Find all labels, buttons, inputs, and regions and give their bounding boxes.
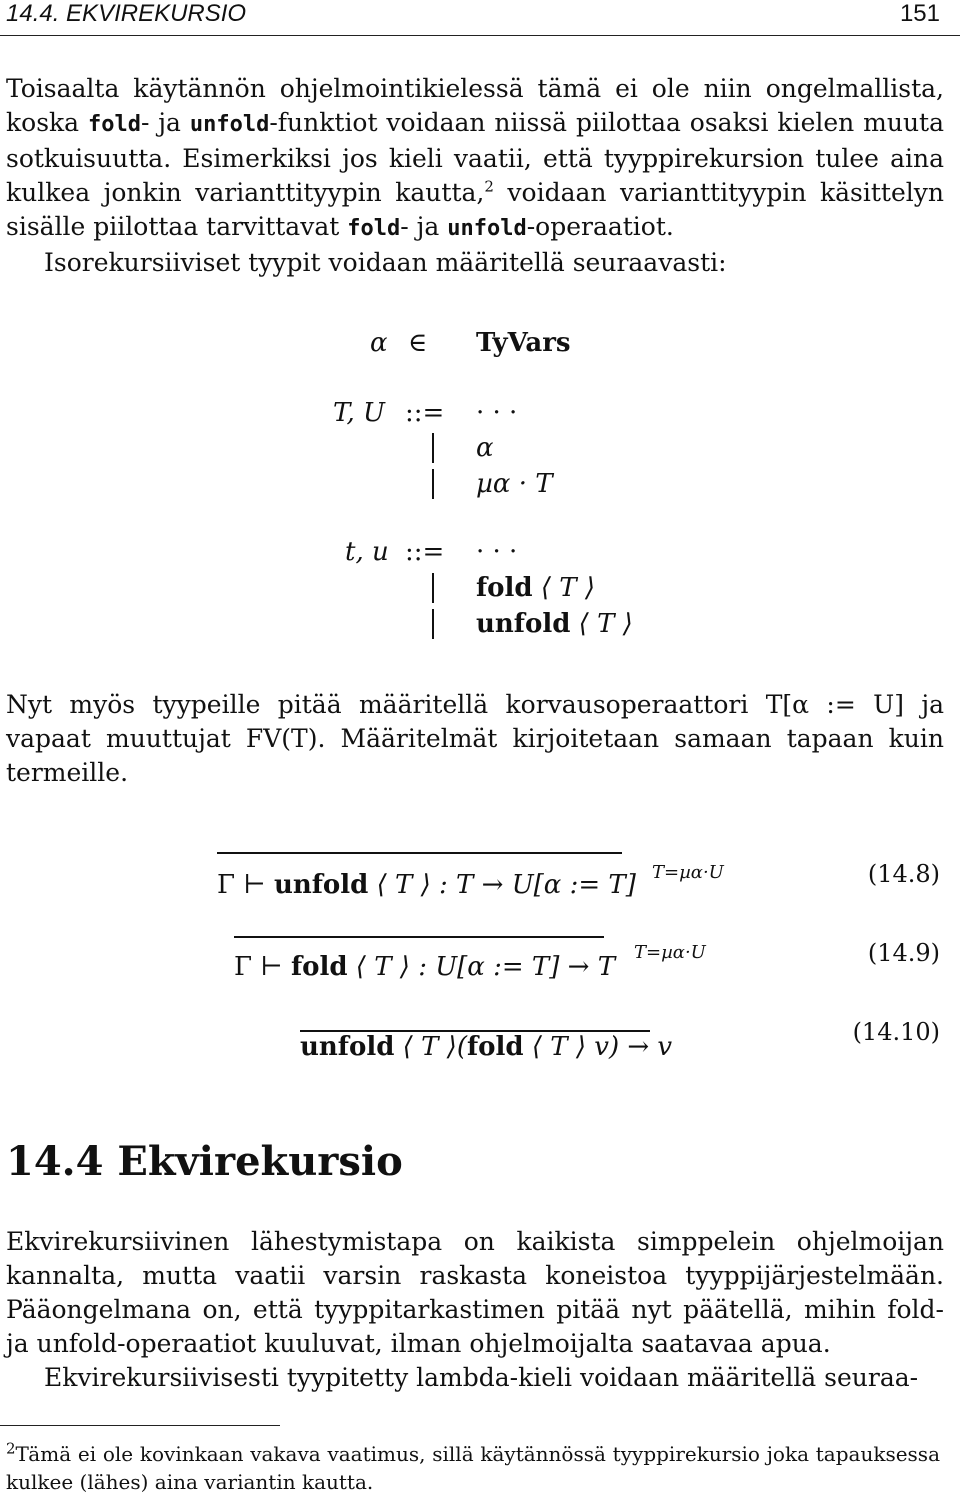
p1-text-f: -operaatiot. — [526, 212, 674, 241]
footnote-number: 2 — [6, 1439, 16, 1458]
p3-text-b: Ekvirekursiivisesti tyypitetty lambda-kieli voidaan määritellä seuraa- — [44, 1363, 919, 1392]
equation-number-14-9: (14.9) — [867, 939, 940, 967]
rule-fold-conclusion: Γ ⊢ fold ⟨ T ⟩ : U[α := T] → T — [234, 952, 616, 982]
header-rule — [0, 35, 960, 36]
alt-bar — [432, 609, 434, 639]
p1-text-d: voidaan varianttityypin käsittelyn sisälle piilottaa tarvittavat — [6, 178, 944, 241]
grammar-term-vars: t, u — [345, 537, 389, 567]
section-heading: 14.4 Ekvirekursio — [6, 1138, 403, 1185]
rule-unfold-side-condition: T=µα·U — [652, 862, 724, 883]
paragraph-1 — [6, 72, 944, 280]
equation-number-14-10: (14.10) — [852, 1018, 940, 1046]
header-page-number: 151 — [899, 0, 940, 27]
p1-text-a: Toisaalta käytännön ohjelmointikielessä tämä ei ole niin ongelmallista, koska — [6, 74, 944, 137]
p3-text-a: Ekvirekursiivinen lähestymistapa on kaikista simppelein ohjelmoijan kannalta, mutta vaatii varsin raskasta koneistoa tyyppijärjestelmään. Pääongelmana on, että tyyppitarkastimen pitää nyt päätellä, mihin fold- ja unfold-operaatiot kuuluvat, ilman ohjelmoijalta saatavaa apua. — [6, 1227, 944, 1358]
paragraph-2: Nyt myös tyypeille pitää määritellä korvausoperaattori T[α := U] ja vapaat muuttujat FV(T). Määritelmät kirjoitetaan samaan tapaan kuin termeille. — [6, 690, 944, 787]
grammar-alt-mu: µα · T — [476, 469, 553, 499]
header-section-title: 14.4. EKVIREKURSIO — [6, 0, 247, 27]
inference-bar — [217, 852, 622, 854]
alt-bar — [432, 573, 434, 603]
p1-fold-keyword: fold — [87, 112, 141, 137]
paragraph-3 — [6, 1225, 944, 1395]
footnote-marker: 2 — [484, 177, 494, 196]
grammar-alt-unfold: unfold ⟨ T ⟩ — [476, 609, 633, 639]
inference-bar — [234, 936, 604, 938]
p1-text-c: -funktiot voidaan niissä piilottaa osaksi kielen muuta sotkuisuutta. Esimerkiksi jos kieli vaatii, että tyyppirekursion tulee aina kulkea jonkin varianttityypin kautta, — [6, 108, 945, 207]
p1-unfold-keyword-2: unfold — [447, 216, 527, 241]
footnote — [6, 1440, 940, 1496]
rule-unfold-conclusion: Γ ⊢ unfold ⟨ T ⟩ : T → U[α := T] — [217, 870, 636, 900]
footnote-rule — [0, 1425, 280, 1426]
intro-line: Isorekursiiviset tyypit voidaan määritellä seuraavasti: — [44, 248, 727, 277]
footnote-text: Tämä ei ole kovinkaan vakava vaatimus, sillä käytännössä tyyppirekursio joka tapauksessa kulkee (lähes) aina variantin kautta. — [6, 1442, 940, 1494]
equation-number-14-8: (14.8) — [867, 860, 940, 888]
grammar-alt-fold: fold ⟨ T ⟩ — [476, 573, 596, 603]
grammar-dots-types: · · · — [476, 398, 518, 428]
rule-unfold-fold-conclusion: unfold ⟨ T ⟩(fold ⟨ T ⟩ v) → v — [300, 1032, 673, 1062]
p1-text-e: - ja — [400, 212, 448, 241]
grammar-defeq-types: ::= — [405, 398, 445, 428]
grammar-alt-alpha: α — [476, 433, 494, 463]
grammar-tyvars: TyVars — [476, 328, 571, 358]
grammar-alpha: α — [370, 328, 388, 358]
grammar-in-symbol: ∈ — [408, 328, 428, 358]
p1-fold-keyword-2: fold — [347, 216, 401, 241]
rule-fold-side-condition: T=µα·U — [634, 942, 706, 963]
grammar-defeq-terms: ::= — [405, 537, 445, 567]
grammar-type-vars: T, U — [333, 398, 385, 428]
alt-bar — [432, 433, 434, 463]
alt-bar — [432, 469, 434, 499]
p1-unfold-keyword: unfold — [189, 112, 270, 137]
p1-text-b: - ja — [140, 108, 190, 137]
grammar-dots-terms: · · · — [476, 537, 518, 567]
running-header — [0, 0, 960, 28]
